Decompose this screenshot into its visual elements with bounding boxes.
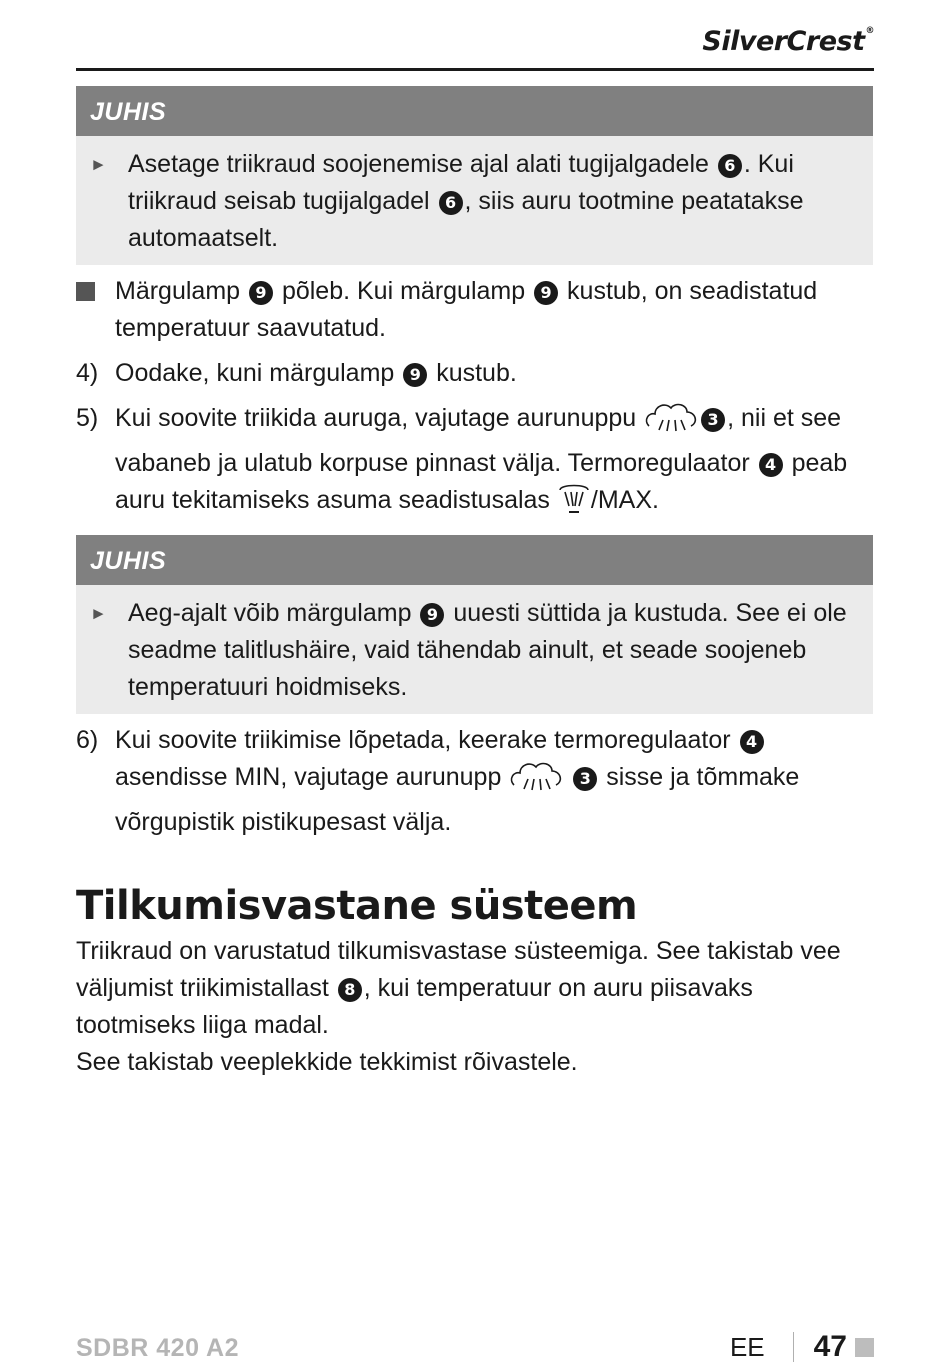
steam-burst-icon	[643, 400, 699, 445]
reference-badge: 4	[740, 730, 764, 754]
page-marker-square	[855, 1338, 874, 1357]
reference-badge: 3	[573, 767, 597, 791]
reference-badge: 4	[759, 453, 783, 477]
section-paragraph: See takistab veeplekkide tekkimist rõivastele.	[76, 1048, 578, 1076]
steam-setting-icon	[557, 482, 591, 527]
footer-divider	[793, 1332, 794, 1362]
reference-badge: 9	[249, 281, 273, 305]
reference-badge: 9	[403, 363, 427, 387]
step-text: peab auru tekitamiseks asuma seadistusalas	[115, 449, 848, 514]
step-text: sisse ja tõmmake võrgupistik pistikupesast välja.	[115, 763, 800, 836]
step-number: 4)	[76, 359, 99, 387]
note-text: . Kui triikraud seisab tugijalgadel	[128, 150, 794, 215]
step-number: 5)	[76, 404, 99, 432]
bullet-text: Märgulamp	[115, 277, 247, 305]
reference-badge: 8	[338, 978, 362, 1002]
step-text: Kui soovite triikida auruga, vajutage aurunuppu	[115, 404, 644, 432]
note-text: Asetage triikraud soojenemise ajal alati tugijalgadele	[128, 150, 716, 178]
reference-badge: 9	[534, 281, 558, 305]
note-text: , siis auru tootmine peatatakse automaatselt.	[128, 187, 804, 252]
note-box	[76, 86, 873, 265]
note-body	[76, 585, 873, 714]
step-number: 6)	[76, 726, 99, 754]
step-text: kustub.	[429, 359, 517, 387]
page-number: 47	[813, 1330, 847, 1363]
step-text: /MAX.	[590, 486, 659, 514]
note-title: JUHIS	[76, 86, 873, 136]
bullet-item	[76, 273, 873, 347]
step-text: asendisse MIN, vajutage aurunupp	[115, 763, 509, 791]
language-code: EE	[729, 1331, 765, 1362]
square-bullet-icon	[76, 282, 95, 301]
footer-page-info	[730, 1327, 874, 1367]
steam-burst-icon	[508, 759, 564, 804]
step-item	[76, 722, 873, 841]
reference-badge: 9	[420, 603, 444, 627]
step-item	[76, 355, 873, 392]
bullet-text: kustub, on seadistatud temperatuur saavutatud.	[115, 277, 818, 342]
note-body	[76, 136, 873, 265]
arrow-bullet-icon: ►	[90, 155, 107, 174]
reference-badge: 6	[718, 154, 742, 178]
brand-logo	[702, 26, 874, 57]
reference-badge: 3	[701, 408, 725, 432]
note-text: uuesti süttida ja kustuda. See ei ole seadme talitlushäire, vaid tähendab ainult, et seade soojeneb temperatuuri hoidmiseks.	[128, 599, 847, 701]
reference-badge: 6	[439, 191, 463, 215]
paragraph-text: , kui temperatuur on auru piisavaks tootmiseks liiga madal.	[76, 974, 753, 1039]
note-title: JUHIS	[76, 535, 873, 585]
section-paragraph	[76, 933, 873, 1044]
note-box	[76, 535, 873, 714]
step-text: Oodake, kuni märgulamp	[115, 359, 402, 387]
header-rule	[76, 68, 874, 71]
footer-model: SDBR 420 A2	[76, 1334, 239, 1362]
section-heading: Tilkumisvastane süsteem	[76, 883, 638, 929]
brand-name: SilverCrest	[702, 26, 865, 57]
registered-mark: ®	[865, 26, 874, 36]
arrow-bullet-icon: ►	[90, 604, 107, 623]
note-text: Aeg-ajalt võib märgulamp	[128, 599, 419, 627]
step-text: Kui soovite triikimise lõpetada, keerake termoregulaator	[115, 726, 738, 754]
step-text: , nii et see vabaneb ja ulatub korpuse pinnast välja. Termoregulaator	[115, 404, 842, 477]
page-content	[76, 86, 873, 1081]
step-item	[76, 400, 873, 527]
bullet-text: põleb. Kui märgulamp	[275, 277, 533, 305]
paragraph-text: Triikraud on varustatud tilkumisvastase süsteemiga. See takistab vee väljumist triikimistallast	[76, 937, 841, 1002]
